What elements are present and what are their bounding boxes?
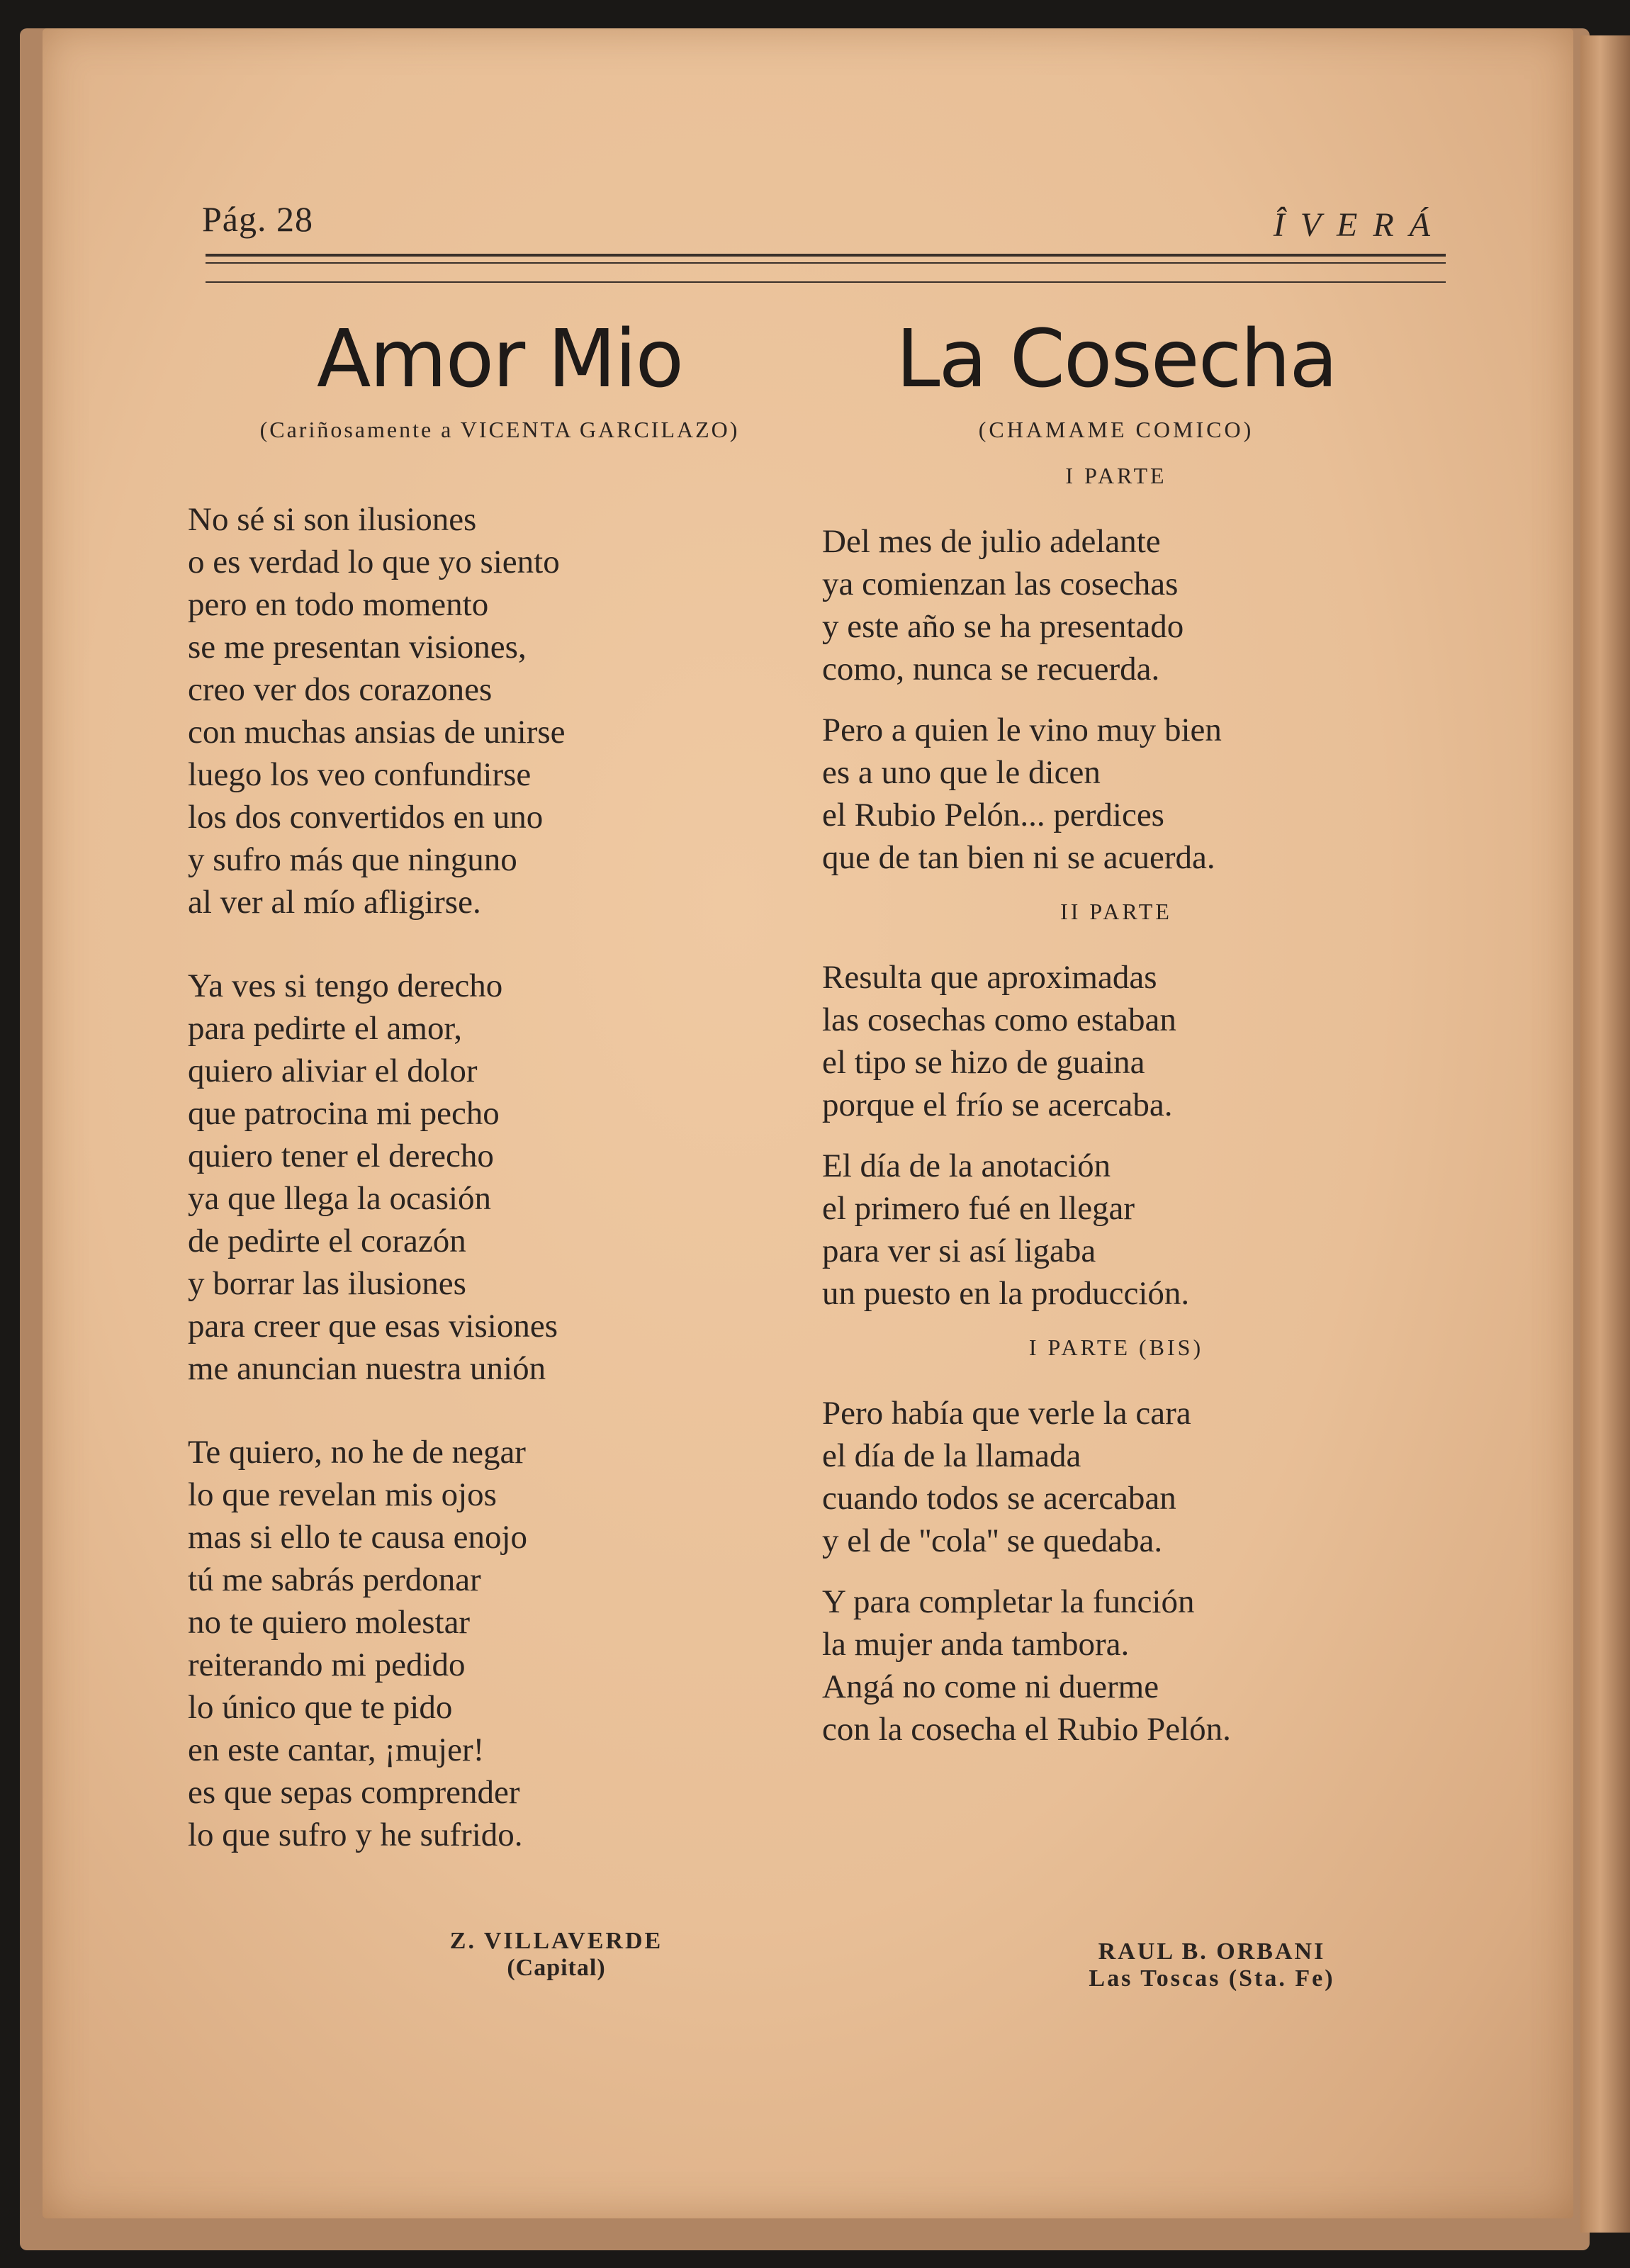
verse-line: de pedirte el corazón — [188, 1223, 466, 1260]
verse-line: mas si ello te causa enojo — [188, 1519, 527, 1556]
stanza — [822, 1392, 1410, 1562]
stanza — [188, 498, 811, 924]
verse-line: para pedirte el amor, — [188, 1010, 462, 1048]
verse-line: y sufro más que ninguno — [188, 841, 517, 879]
right-poem — [822, 312, 1410, 1769]
verse-line: cuando todos se acercaban — [822, 1480, 1176, 1517]
verse-line: el Rubio Pelón... perdices — [822, 797, 1164, 834]
poem-dedication: (Cariñosamente a VICENTA GARCILAZO) — [259, 417, 740, 443]
stanza — [822, 1581, 1410, 1751]
stanza — [822, 956, 1410, 1126]
verse-line: quiero tener el derecho — [188, 1138, 494, 1175]
right-poem-signature — [1028, 1938, 1396, 1992]
stanza — [188, 1431, 811, 1856]
stanza — [822, 520, 1410, 690]
poem-title: La Cosecha — [896, 313, 1337, 405]
verse-line: lo que revelan mis ojos — [188, 1476, 497, 1514]
verse-line: ya que llega la ocasión — [188, 1180, 492, 1218]
verse-line: Te quiero, no he de negar — [188, 1434, 526, 1471]
poem-subtitle: (CHAMAME COMICO) — [978, 417, 1254, 443]
verse-line: luego los veo confundirse — [188, 756, 532, 794]
verse-line: para ver si así ligaba — [822, 1233, 1096, 1270]
author-place: Las Toscas (Sta. Fe) — [1089, 1965, 1335, 1992]
verse-line: en este cantar, ¡mujer! — [188, 1731, 485, 1769]
verse-line: un puesto en la producción. — [822, 1275, 1190, 1313]
header-rule — [206, 262, 1446, 264]
verse-line: Y para completar la función — [822, 1583, 1195, 1621]
verse-line: la mujer anda tambora. — [822, 1626, 1130, 1663]
verse-line: Pero a quien le vino muy bien — [822, 712, 1222, 749]
verse-line: El día de la anotación — [822, 1147, 1111, 1185]
page-header — [202, 198, 1446, 244]
poem-title: Amor Mio — [316, 313, 683, 405]
header-rule — [206, 254, 1446, 257]
verse-line: me anuncian nuestra unión — [188, 1350, 546, 1388]
left-poem — [188, 312, 811, 1897]
verse-line: porque el frío se acercaba. — [822, 1087, 1173, 1124]
part-heading: I PARTE — [1065, 463, 1167, 489]
verse-line: Resulta que aproximadas — [822, 959, 1157, 997]
verse-line: No sé si son ilusiones — [188, 501, 477, 539]
page-number: Pág. 28 — [202, 199, 313, 239]
left-poem-signature — [415, 1928, 698, 1982]
poem-stanzas — [188, 498, 811, 1856]
author-name: Z. VILLAVERDE — [449, 1928, 663, 1954]
verse-line: como, nunca se recuerda. — [822, 651, 1160, 688]
verse-line: y el de ''cola'' se quedaba. — [822, 1522, 1163, 1560]
author-place: (Capital) — [507, 1955, 606, 1981]
verse-line: creo ver dos corazones — [188, 671, 493, 709]
verse-line: que patrocina mi pecho — [188, 1095, 500, 1133]
part-heading: I PARTE (BIS) — [1028, 1335, 1204, 1361]
verse-line: para creer que esas visiones — [188, 1308, 558, 1345]
magazine-title: ÎVERÁ — [1273, 206, 1446, 244]
verse-line: los dos convertidos en uno — [188, 799, 544, 836]
verse-line: que de tan bien ni se acuerda. — [822, 839, 1215, 877]
verse-line: se me presentan visiones, — [188, 629, 527, 666]
verse-line: lo único que te pido — [188, 1689, 453, 1727]
stanza — [188, 965, 811, 1390]
verse-line: las cosechas como estaban — [822, 1001, 1176, 1039]
verse-line: es a uno que le dicen — [822, 754, 1101, 792]
verse-line: pero en todo momento — [188, 586, 489, 624]
verse-line: no te quiero molestar — [188, 1604, 471, 1641]
verse-line: reiterando mi pedido — [188, 1646, 466, 1684]
verse-line: el tipo se hizo de guaina — [822, 1044, 1145, 1082]
verse-line: Ya ves si tengo derecho — [188, 967, 503, 1005]
verse-line: el día de la llamada — [822, 1437, 1081, 1475]
stanza — [822, 1145, 1410, 1315]
verse-line: el primero fué en llegar — [822, 1190, 1135, 1228]
part-heading: II PARTE — [1060, 899, 1172, 925]
verse-line: lo que sufro y he sufrido. — [188, 1817, 523, 1854]
verse-line: tú me sabrás perdonar — [188, 1561, 481, 1599]
verse-line: con muchas ansias de unirse — [188, 714, 566, 751]
verse-line: quiero aliviar el dolor — [188, 1052, 478, 1090]
verse-line: Pero había que verle la cara — [822, 1395, 1191, 1432]
header-rule — [206, 281, 1446, 283]
verse-line: y borrar las ilusiones — [188, 1265, 466, 1303]
author-name: RAUL B. ORBANI — [1098, 1938, 1326, 1965]
verse-line: es que sepas comprender — [188, 1774, 520, 1812]
verse-line: con la cosecha el Rubio Pelón. — [822, 1711, 1231, 1748]
verse-line: Del mes de julio adelante — [822, 523, 1161, 561]
book-spine — [1580, 35, 1630, 2233]
stanza — [822, 709, 1410, 879]
verse-line: al ver al mío afligirse. — [188, 884, 481, 921]
verse-line: y este año se ha presentado — [822, 608, 1184, 646]
verse-line: o es verdad lo que yo siento — [188, 544, 560, 581]
verse-line: ya comienzan las cosechas — [822, 566, 1179, 603]
verse-line: Angá no come ni duerme — [822, 1668, 1159, 1706]
